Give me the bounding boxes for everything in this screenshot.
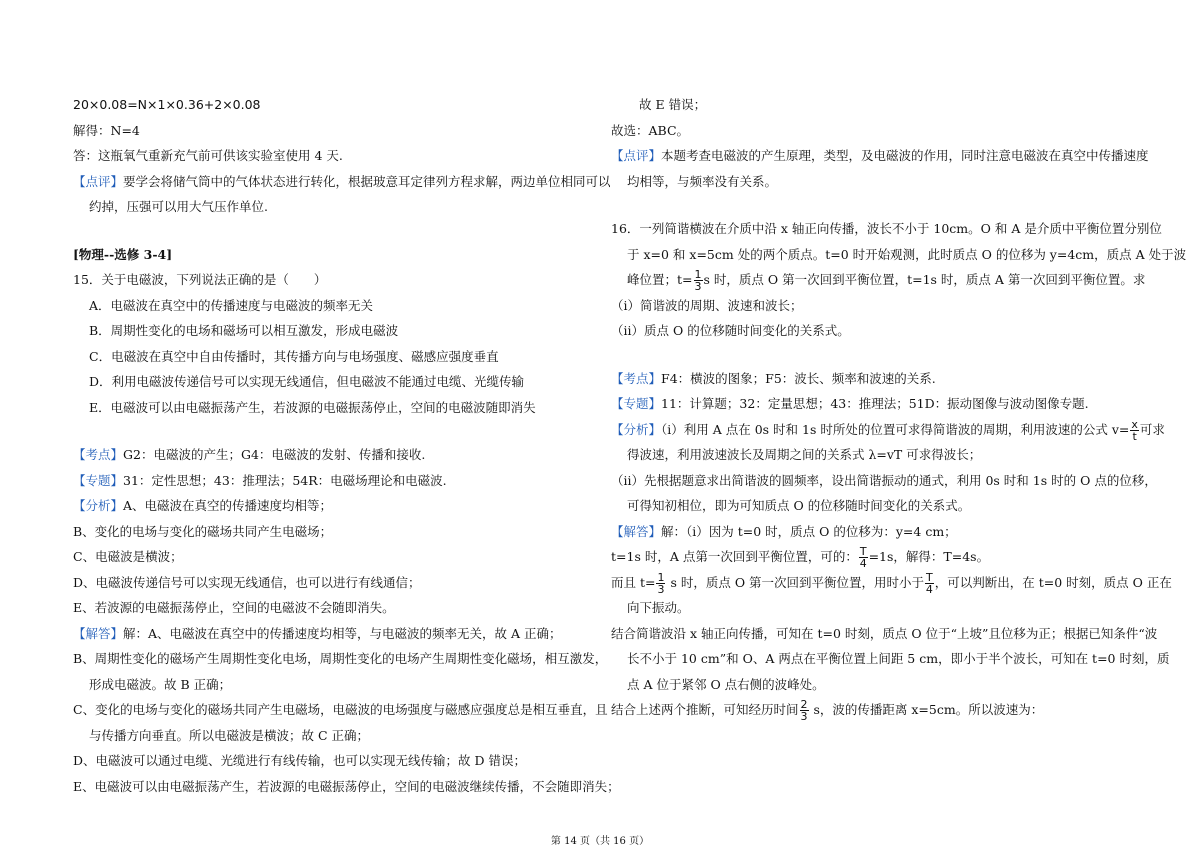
topic: 【专题】31：定性思想；43：推理法；54R：电磁场理论和电磁波. xyxy=(73,472,447,488)
analysis-line: 可得知初相位，即为可知质点 O 的位移随时间变化的关系式。 xyxy=(627,498,971,513)
option-d: D．利用电磁波传递信号可以实现无线通信，但电磁波不能通过电缆、光缆传输 xyxy=(89,374,525,389)
solution: 【解答】解：A、电磁波在真空中的传播速度均相等，与电磁波的频率无关，故 A 正确； xyxy=(73,625,562,641)
option-c: C．电磁波在真空中自由传播时，其传播方向与电场强度、磁感应强度垂直 xyxy=(89,348,499,364)
solution-line: B、周期性变化的磁场产生周期性变化电场，周期性变化的电场产生周期性变化磁场，相互激发， xyxy=(73,651,608,666)
text-line: 约掉，压强可以用大气压作单位. xyxy=(89,199,268,214)
fraction: $\frac{x}{t}$ xyxy=(1131,417,1138,443)
text-line: 解得：N=4 xyxy=(73,122,140,138)
option-e: E．电磁波可以由电磁振荡产生，若波源的电磁振荡停止，空间的电磁波随即消失 xyxy=(89,399,536,415)
analysis-line: 得波速，利用波速波长及周期之间的关系式 λ=vT 可求得波长； xyxy=(627,447,982,462)
comment-line: 【点评】本题考查电磁波的产生原理，类型，及电磁波的作用，同时注意电磁波在真空中传播速度 xyxy=(611,148,1149,163)
question-part-i: （i）简谐波的周期、波速和波长； xyxy=(611,297,803,313)
solution-line: 向下振动。 xyxy=(627,600,690,615)
fraction: $\frac{1}{3}$ xyxy=(694,268,702,293)
solution-line: D、电磁波可以通过电缆、光缆进行有线传输，也可以实现无线传输；故 D 错误； xyxy=(73,753,526,768)
question-16: 16．一列简谐横波在介质中沿 x 轴正向传播，波长不小于 10cm。O 和 A 是介质中平衡位置分别位 xyxy=(611,221,1162,236)
comment-tag: 【点评】 xyxy=(73,173,124,189)
solution-line: 结合简谐波沿 x 轴正向传播，可知在 t=0 时刻，质点 O 位于“上坡”且位移为正；根据已知条件“波 xyxy=(611,625,1158,641)
equation-line: 20×0.08=N×1×0.36+2×0.08 xyxy=(73,97,261,112)
knowledge-point: 【考点】F4：横波的图象；F5：波长、频率和波速的关系. xyxy=(611,370,936,386)
text-line: 故 E 错误； xyxy=(639,97,707,112)
text-line: 故选：ABC。 xyxy=(611,122,690,138)
text-line: 答：这瓶氧气重新充气前可供该实验室使用 4 天. xyxy=(73,148,343,163)
fraction: $\frac{2}{3}$ xyxy=(800,698,808,723)
solution-line: 长不小于 10 cm”和 O、A 两点在平衡位置上间距 5 cm，即小于半个波长，可知在 t=0 时刻，质 xyxy=(627,651,1170,666)
solution-line: 与传播方向垂直。所以电磁波是横波；故 C 正确； xyxy=(89,727,370,743)
solution-line: 点 A 位于紧邻 O 点右侧的波峰处。 xyxy=(627,676,825,692)
page-footer: 第 14 页（共 16 页） xyxy=(550,836,650,847)
option-a: A．电磁波在真空中的传播速度与电磁波的频率无关 xyxy=(89,297,374,313)
analysis-line: E、若波源的电磁振荡停止，空间的电磁波不会随即消失。 xyxy=(73,600,395,615)
comment-line: 【点评】要学会将储气筒中的气体状态进行转化，根据玻意耳定律列方程求解，两边单位相同可以 xyxy=(73,173,611,189)
question-line: 于 x=0 和 x=5cm 处的两个质点。t=0 时开始观测，此时质点 O 的位移为 y=4cm，质点 A 处于波 xyxy=(627,246,1187,262)
knowledge-point: 【考点】G2：电磁波的产生；G4：电磁波的发射、传播和接收. xyxy=(73,447,426,462)
fraction: $\frac{1}{3}$ xyxy=(657,570,665,596)
question-part-ii: （ii）质点 O 的位移随时间变化的关系式。 xyxy=(611,323,850,338)
right-column xyxy=(611,92,1187,723)
question-line: 峰位置；t= $\frac{1}{3}$ s 时，质点 O 第一次回到平衡位置，t=1s 时，质点 A 第一次回到平衡位置。求 xyxy=(627,268,1146,293)
text-line: 均相等，与频率没有关系。 xyxy=(627,173,778,189)
solution: 【解答】解：（i）因为 t=0 时，质点 O 的位移为：y=4 cm； xyxy=(611,523,957,539)
analysis-line: C、电磁波是横波； xyxy=(73,549,183,564)
solution-line: C、变化的电场与变化的磁场共同产生电磁场，电磁波的电场强度与磁感应强度总是相互垂直，且 xyxy=(73,702,608,717)
left-column xyxy=(73,92,620,799)
fraction: $\frac{T}{4}$ xyxy=(925,570,933,596)
solution-line: 结合上述两个推断，可知经历时间 $\frac{2}{3}$ s，波的传播距离 x=5cm。所以波速为： xyxy=(611,698,1044,723)
fraction: $\frac{T}{4}$ xyxy=(859,545,867,570)
option-b: B．周期性变化的电场和磁场可以相互激发，形成电磁波 xyxy=(89,323,399,338)
analysis-line: B、变化的电场与变化的磁场共同产生电磁场； xyxy=(73,523,333,539)
solution-line: E、电磁波可以由电磁振荡产生，若波源的电磁振荡停止，空间的电磁波继续传播，不会随即消失； xyxy=(73,778,620,794)
solution-line: 形成电磁波。故 B 正确； xyxy=(89,676,232,692)
solution-line: t=1s 时，A 点第一次回到平衡位置，可的： $\frac{T}{4}$ =1s，解得：T=4s。 xyxy=(611,545,990,570)
analysis: 【分析】（i）利用 A 点在 0s 时和 1s 时所处的位置可求得简谐波的周期，利用波速的公式 v= $\frac{x}{t}$ 可求 xyxy=(611,417,1165,443)
question-15: 15．关于电磁波，下列说法正确的是（ ） xyxy=(73,272,327,287)
analysis-line: D、电磁波传递信号可以实现无线通信，也可以进行有线通信； xyxy=(73,574,421,590)
analysis: 【分析】A、电磁波在真空的传播速度均相等； xyxy=(73,498,333,513)
analysis-line: （ii）先根据题意求出简谐波的圆频率，设出简谐振动的通式，利用 0s 时和 1s 时的 O 点的位移， xyxy=(611,472,1157,488)
topic: 【专题】11：计算题；32：定量思想；43：推理法；51D：振动图像与波动图像专题. xyxy=(611,396,1089,411)
solution-line: 而且 t= $\frac{1}{3}$ s 时，质点 O 第一次回到平衡位置，用时小于 $\frac{T}{4}$ ，可以判断出，在 t=0 时刻，质点 O 正在 xyxy=(611,570,1172,596)
section-heading: [物理--选修 3-4] xyxy=(73,246,173,262)
